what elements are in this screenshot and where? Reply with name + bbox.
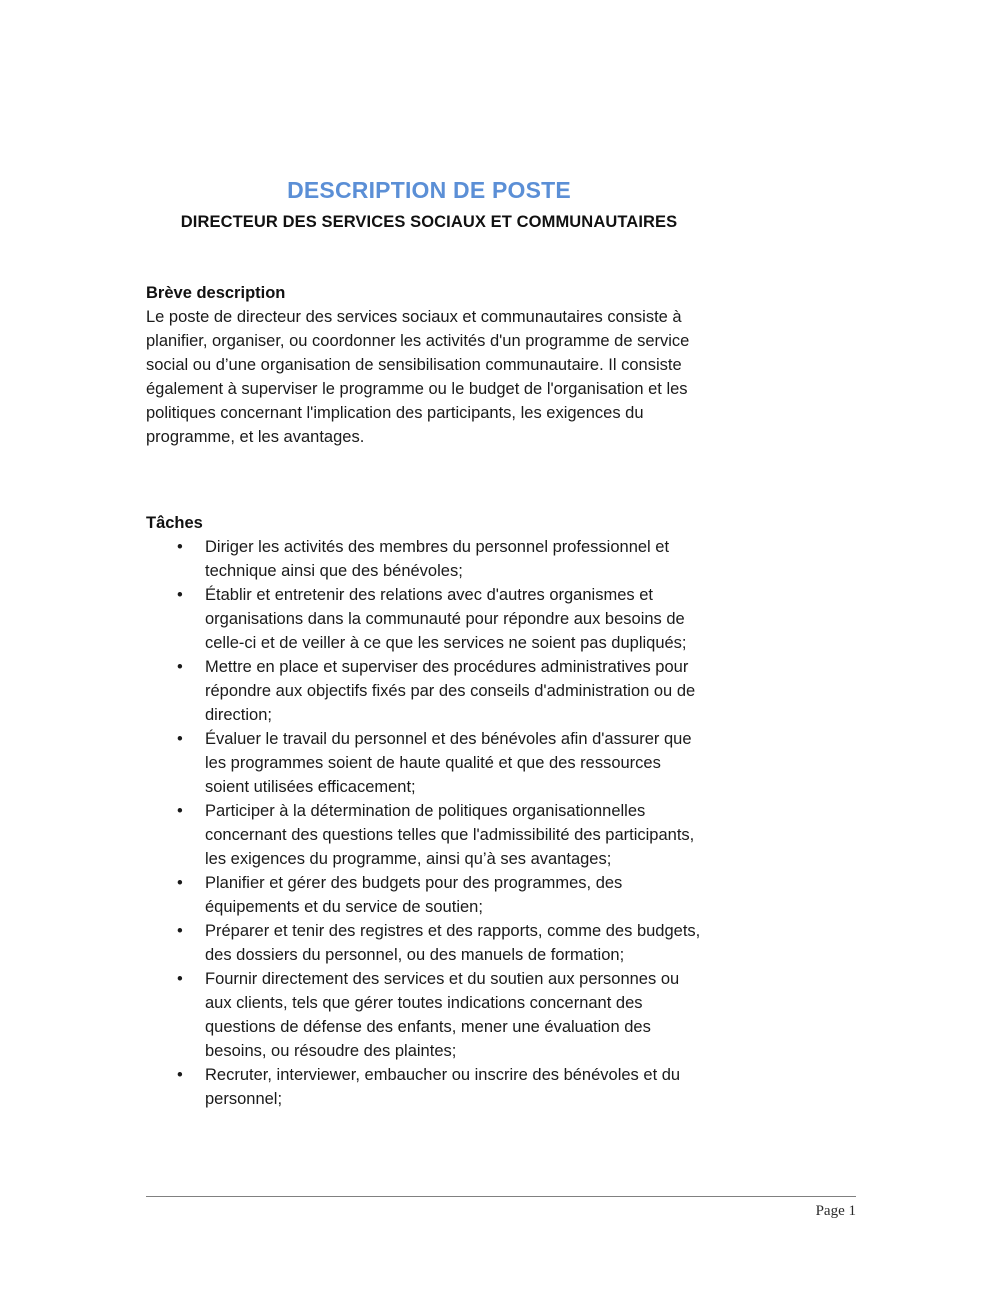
page-title: DESCRIPTION DE POSTE — [287, 177, 571, 203]
bullet-icon: • — [177, 658, 183, 676]
list-item — [146, 535, 705, 583]
section-tasks — [146, 511, 858, 1111]
footer-divider — [146, 1196, 856, 1197]
list-item-text: Planifier et gérer des budgets pour des programmes, des équipements et du service de soutien; — [205, 874, 623, 916]
bullet-icon: • — [177, 730, 183, 748]
list-item-text: Fournir directement des services et du soutien aux personnes ou aux clients, tels que gérer toutes indications concernant des questions de défense des enfants, mener une évaluation des besoins, ou résoudre des plaintes; — [205, 970, 680, 1060]
bullet-icon: • — [177, 586, 183, 604]
list-item-text: Établir et entretenir des relations avec d'autres organismes et organisations dans la communauté pour répondre aux besoins de celle-ci et de veiller à ce que les services ne soient pas dupliqués; — [205, 586, 687, 652]
bullet-icon: • — [177, 970, 183, 988]
section-spacer — [146, 449, 858, 511]
list-item-text: Recruter, interviewer, embaucher ou inscrire des bénévoles et du personnel; — [205, 1066, 681, 1108]
brief-description-heading: Brève description — [146, 284, 286, 302]
list-item — [146, 727, 705, 799]
section-brief-description — [146, 281, 858, 449]
bullet-icon: • — [177, 538, 183, 556]
list-item — [146, 1063, 705, 1111]
bullet-icon: • — [177, 802, 183, 820]
list-item — [146, 967, 705, 1063]
bullet-icon: • — [177, 874, 183, 892]
list-item — [146, 871, 705, 919]
list-item-text: Mettre en place et superviser des procédures administratives pour répondre aux objectifs fixés par des conseils d'administration ou de direction; — [205, 658, 696, 724]
bullet-icon: • — [177, 922, 183, 940]
list-item-text: Participer à la détermination de politiques organisationnelles concernant des questions telles que l'admissibilité des participants, les exigences du programme, ainsi qu’à ses avantages; — [205, 802, 695, 868]
brief-description-text: Le poste de directeur des services sociaux et communautaires consiste à planifier, organiser, ou coordonner les activités d'un programme de service social ou d’une organisation de sensibilisation communautaire. Il consiste également à superviser le programme ou le budget de l'organisation et les politiques concernant l'implication des participants, les exigences du programme, et les avantages. — [146, 308, 690, 446]
tasks-list — [146, 535, 858, 1111]
bullet-icon: • — [177, 1066, 183, 1084]
list-item — [146, 919, 705, 967]
list-item-text: Préparer et tenir des registres et des rapports, comme des budgets, des dossiers du personnel, ou des manuels de formation; — [205, 922, 701, 964]
list-item-text: Évaluer le travail du personnel et des bénévoles afin d'assurer que les programmes soient de haute qualité et que des ressources soient utilisées efficacement; — [205, 730, 692, 796]
page-subtitle: DIRECTEUR DES SERVICES SOCIAUX ET COMMUNAUTAIRES — [180, 213, 678, 231]
list-item — [146, 799, 705, 871]
document-body — [146, 281, 858, 1111]
list-item — [146, 655, 705, 727]
tasks-heading: Tâches — [146, 514, 203, 532]
footer-page-number: Page 1 — [815, 1203, 856, 1219]
list-item-text: Diriger les activités des membres du personnel professionnel et technique ainsi que des bénévoles; — [205, 538, 670, 580]
list-item — [146, 583, 705, 655]
